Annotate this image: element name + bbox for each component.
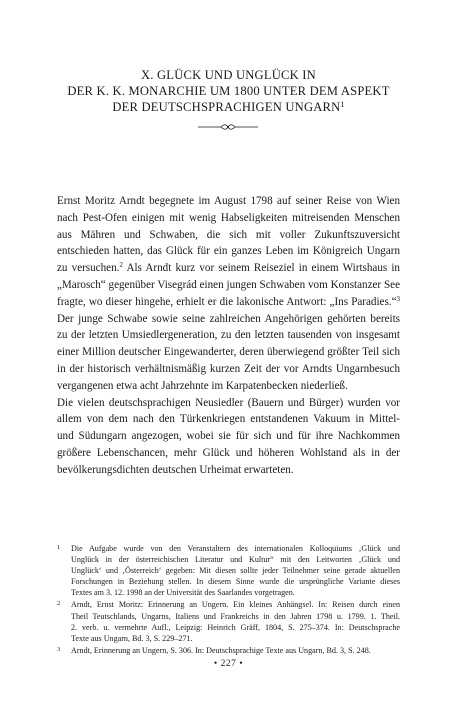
footnote-item: [57, 543, 400, 598]
footnote-line: Unglück in der österreichischen Literatur und Kultur“ mit den Leitworten ‚Glück und: [71, 555, 400, 565]
footnote-line: Textes am 3. 12. 1998 an der Universität des Saarlandes vorgetragen.: [71, 588, 295, 598]
footnotes: [57, 543, 400, 657]
body-line: [57, 260, 400, 277]
footnote-text: [71, 645, 400, 656]
chapter-title-line: [40, 99, 417, 115]
body-line-text: Als Arndt kurz vor seinem Reiseziel in einem Wirtshaus in: [122, 262, 400, 275]
chapter-title-line-text: DER DEUTSCHSPRACHIGEN UNGARN: [112, 100, 341, 114]
footnote-line: Texte aus Ungarn, Bd. 3, S. 229–271.: [71, 633, 193, 643]
footnote-reference[interactable]: 1: [340, 100, 345, 109]
body-line: zu der letzten Umsiedlergeneration, zu den letzten tausenden von insgesamt: [57, 329, 400, 342]
chapter-title: [40, 67, 417, 115]
body-line: aus Mähren und Schwaben, die sich mit voller Zukunftszuversicht: [57, 228, 400, 241]
footnote-line: 2. verb. u. vermehrte Aufl., Leipzig: Heinrich Gräff, 1804, S. 275–374. In: Deutschsprache: [71, 622, 400, 632]
footnote-line: Unglück‘ und ‚Österreich‘ gegeben: Mit diesen sollte jeder Teilnehmer seine gerade aktuellen: [71, 566, 400, 576]
body-line: einer Million deutscher Eingewanderter, deren überwiegend größter Teil sich: [57, 346, 400, 359]
body-line: und Südungarn angezogen, wobei sie für sich und für ihre Nachkommen: [57, 430, 400, 443]
ornament-divider-icon: [198, 122, 258, 132]
body-line: größere Lebenschancen, mehr Glück und höheren Wohlstand als in der: [57, 446, 400, 459]
body-line: Die vielen deutschsprachigen Neusiedler (Bauern und Bürger) wurden vor: [57, 396, 400, 409]
body-paragraphs: [57, 193, 400, 479]
footnote-line: Forschungen in Beziehung stellen. In diesem Sinne wurde die ursprüngliche Variante dieses: [71, 577, 400, 587]
body-line-text: fragte, wo dieser hingehe, erhielt er die lakonische Antwort: „Ins Paradies.“: [57, 295, 397, 308]
body-line: bevölkerungsdichten deutschen Urheimat erwarteten.: [57, 463, 294, 476]
body-line: allem von dem nach den Türkenkriegen entstandenen Vakuum in Mittel-: [57, 413, 400, 426]
body-line: in der historisch verhältnismäßig kurzen Zeit der vor Arndts Ungarnbesuch: [57, 362, 400, 375]
footnote-item: [57, 645, 400, 656]
footnote-text: [71, 599, 400, 643]
body-line: „Marosch“ gegenüber Visegrád einen jungen Schwaben vom Konstanzer See: [57, 278, 400, 291]
footnote-text: [71, 543, 400, 598]
body-line: [57, 294, 400, 311]
body-line: vergangenen etwa acht Jahrzehnte im Karpatenbecken niederließ.: [57, 379, 348, 392]
footnote-number: 3: [57, 645, 61, 653]
body-line: entschieden hatten, das Glück für ein ganzes Leben im Königreich Ungarn: [57, 245, 400, 258]
body-line: Der junge Schwabe sowie seine zahlreichen Angehörigen gehörten bereits: [57, 312, 400, 325]
chapter-title-line: DER K. K. MONARCHIE UM 1800 UNTER DEM ASPEKT: [67, 84, 390, 98]
body-line: Ernst Moritz Arndt begegnete im August 1798 auf seiner Reise von Wien: [57, 195, 400, 207]
footnote-line: Die Aufgabe wurde von den Veranstaltern des internationalen Kolloquiums ‚Glück und: [71, 544, 400, 553]
footnote-reference[interactable]: 2: [119, 261, 123, 270]
page-number: • 227 •: [213, 659, 244, 669]
footnote-item: [57, 599, 400, 643]
footnote-reference[interactable]: 3: [396, 294, 400, 303]
footnote-line: Theil Teutschlands, Ungarns, Italiens und Frankreichs in den Jahren 1798 u. 1799. 1. Theil.: [71, 611, 400, 621]
footnote-line: Arndt, Erinnerung an Ungern, S. 306. In: Deutschsprachige Texte aus Ungarn, Bd. 3, S. 248.: [71, 645, 371, 655]
body-line-text: zu versuchen.: [57, 262, 120, 275]
footnote-number: 1: [57, 544, 61, 551]
chapter-title-line: X. GLÜCK UND UNGLÜCK IN: [141, 68, 316, 82]
body-line: nach Pest-Ofen einigen mit wenig Habseligkeiten mitreisenden Menschen: [57, 211, 400, 224]
footnote-line: Arndt, Ernst Moritz: Erinnerung an Ungern. Ein kleines Anhängsel. In: Reisen durch einen: [71, 600, 400, 610]
footnote-number: 2: [57, 600, 61, 608]
